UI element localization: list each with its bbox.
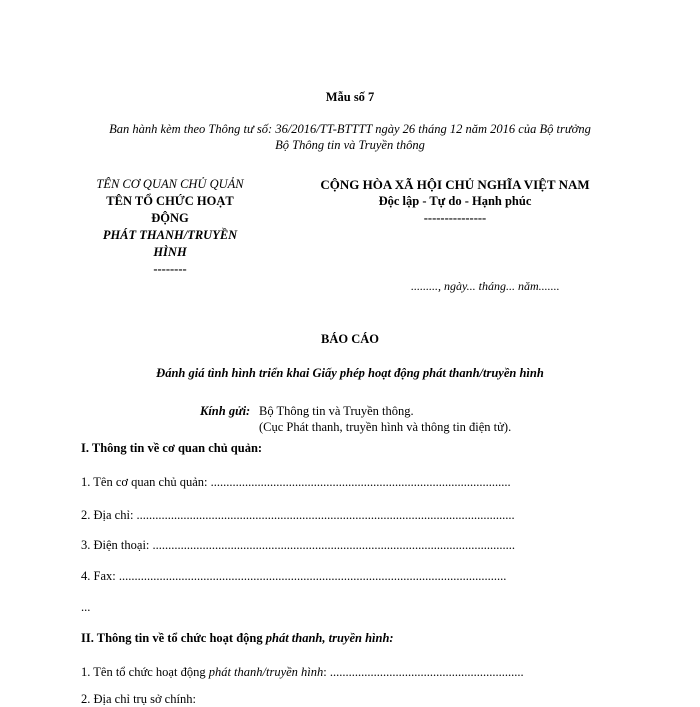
left-header [70, 176, 270, 278]
section2-item-address-partial: 2. Địa chỉ trụ sở chính: [81, 692, 196, 706]
issued-with-note [0, 121, 700, 153]
right-divider: --------------- [423, 211, 487, 225]
section2-heading-italic: phát thanh, truyền hình: [265, 631, 394, 645]
org-name-line1: TÊN TỔ CHỨC HOẠT [106, 194, 234, 208]
field-line1: PHÁT THANH/TRUYỀN [102, 228, 238, 242]
recipient-line1: Bộ Thông tin và Truyền thông. [259, 404, 414, 418]
org-name-line2: ĐỘNG [151, 211, 189, 225]
section2-item1-italic: phát thanh/truyền hình [208, 665, 324, 679]
form-number: Mẫu số 7 [325, 90, 375, 104]
section1-item-phone: 3. Điện thoại: .................................................................................................................... [81, 538, 516, 552]
issued-with-line2: Bộ Thông tin và Truyền thông [275, 138, 425, 152]
field-line2: HÌNH [153, 245, 187, 259]
country-name: CỘNG HÒA XÃ HỘI CHỦ NGHĨA VIỆT NAM [320, 177, 590, 192]
section1-item-fax: 4. Fax: ............................................................................................................................ [81, 569, 507, 583]
right-header [270, 176, 640, 227]
section2-heading-text: II. Thông tin về tổ chức hoạt động [81, 631, 266, 645]
managing-agency: TÊN CƠ QUAN CHỦ QUẢN [96, 177, 244, 191]
section2-item-org-name [81, 665, 524, 680]
recipient-label: Kính gửi: [200, 404, 251, 418]
report-subtitle: Đánh giá tình hình triển khai Giấy phép hoạt động phát thanh/truyền hình [156, 366, 544, 380]
issued-with-line1: Ban hành kèm theo Thông tư số: 36/2016/TT-BTTTT ngày 26 tháng 12 năm 2016 của Bộ trưởng [109, 122, 591, 136]
section2-heading [81, 631, 394, 646]
national-motto: Độc lập - Tự do - Hạnh phúc [378, 194, 532, 208]
section2-item1-end: : .............................................................. [323, 665, 524, 679]
section1-item-managing-agency: 1. Tên cơ quan chủ quản: ................................................................................................ [81, 475, 511, 489]
section1-item-address: 2. Địa chỉ: ......................................................................................................................... [81, 508, 515, 522]
section1-heading: I. Thông tin về cơ quan chủ quản: [81, 441, 263, 455]
recipient-line2: (Cục Phát thanh, truyền hình và thông tin điện tử). [259, 420, 512, 434]
report-title: BÁO CÁO [321, 332, 379, 346]
section1-ellipsis: ... [81, 600, 91, 614]
left-divider: -------- [153, 262, 187, 276]
section2-item1-start: 1. Tên tổ chức hoạt động [81, 665, 209, 679]
date-line: ........., ngày... tháng... năm....... [411, 279, 560, 293]
